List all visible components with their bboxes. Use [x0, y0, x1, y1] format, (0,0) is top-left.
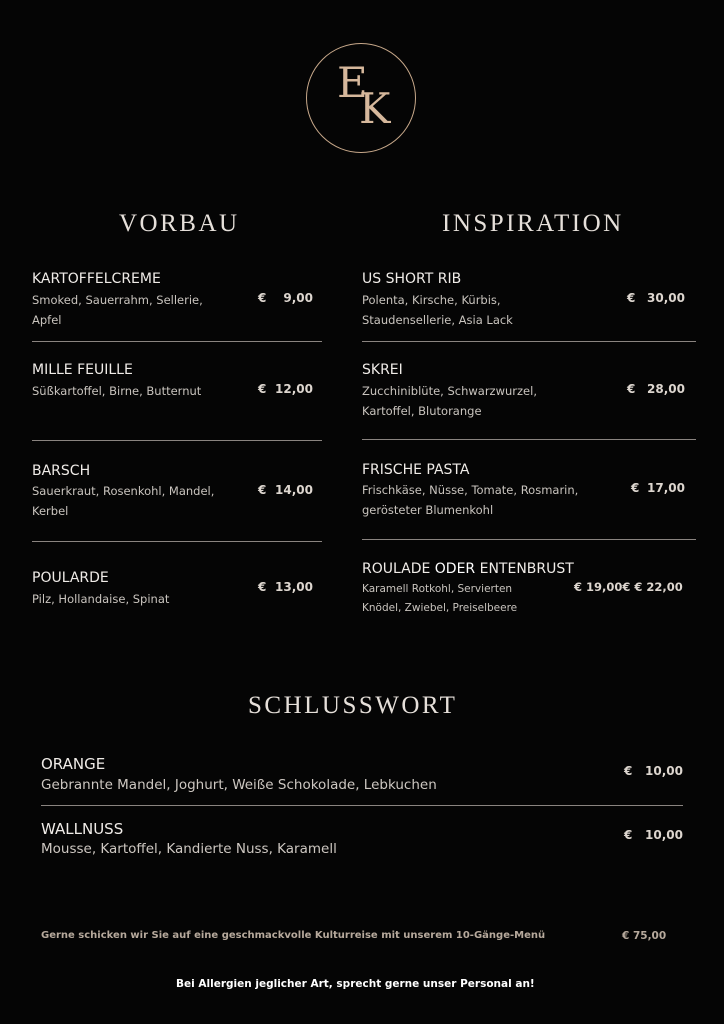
menu-item-desc: Pilz, Hollandaise, Spinat — [32, 592, 170, 606]
menu-item-desc: Polenta, Kirsche, Kürbis, Staudensellerie, Asia Lack — [362, 293, 513, 327]
menu-item-currency: € — [258, 483, 267, 497]
divider — [362, 539, 696, 540]
allergy-note: Bei Allergien jeglicher Art, sprecht gerne unser Personal an! — [176, 978, 535, 990]
menu-item-currency: € — [258, 382, 267, 396]
item-name-entenbrust: ENTENBRUST — [479, 561, 574, 577]
menu-item-currency: € — [258, 291, 267, 305]
menu-item-desc: Gebrannte Mandel, Joghurt, Weiße Schokolade, Lebkuchen — [41, 777, 437, 793]
menu-item-name: FRISCHE PASTA — [362, 462, 470, 478]
menu-item-desc: Süßkartoffel, Birne, Butternut — [32, 384, 202, 398]
menu-item-desc: Frischkäse, Nüsse, Tomate, Rosmarin, gerösteter Blumenkohl — [362, 483, 579, 517]
menu-item-currency: € — [627, 382, 636, 396]
section-title-schlusswort: SCHLUSSWORT — [248, 692, 458, 719]
logo-letter-e: E — [337, 58, 368, 107]
menu-item-name: SKREI — [362, 362, 403, 378]
divider — [362, 341, 696, 342]
divider — [41, 805, 683, 806]
divider — [32, 541, 322, 542]
menu-item-price: 13,00 — [275, 580, 313, 594]
menu-item-desc: Sauerkraut, Rosenkohl, Mandel, Kerbel — [32, 484, 215, 518]
menu-item-price: 10,00 — [645, 764, 683, 778]
menu-item-currency: € — [624, 764, 633, 778]
menu-item-price: 30,00 — [647, 291, 685, 305]
section-title-vorbau: VORBAU — [119, 210, 240, 237]
menu-item-price: € 19,00€ € 22,00 — [574, 580, 683, 594]
menu-item-name: WALLNUSS — [41, 820, 124, 838]
item-name-oder: ODER — [434, 561, 476, 577]
menu-item-price: 14,00 — [275, 483, 313, 497]
menu-item-name: ORANGE — [41, 755, 106, 773]
menu-item-price: 17,00 — [647, 481, 685, 495]
menu-item-name: BARSCH — [32, 463, 91, 479]
divider — [362, 439, 696, 440]
section-title-inspiration: INSPIRATION — [442, 210, 624, 237]
menu-item-name: US SHORT RIB — [362, 271, 462, 287]
tasting-menu-note: Gerne schicken wir Sie auf eine geschmackvolle Kulturreise mit unserem 10-Gänge-Menü — [41, 930, 546, 941]
menu-item-currency: € — [627, 291, 636, 305]
menu-item-price: 10,00 — [645, 828, 683, 842]
menu-item-name: MILLE FEUILLE — [32, 362, 133, 378]
menu-item-desc: Karamell Rotkohl, Servierten Knödel, Zwiebel, Preiselbeere — [362, 583, 518, 614]
item-name-roulade: ROULADE — [362, 561, 431, 577]
logo-letter-k: K — [359, 84, 391, 133]
menu-item-desc: Smoked, Sauerrahm, Sellerie, Apfel — [32, 293, 203, 327]
menu-item-currency: € — [631, 481, 640, 495]
menu-item-desc: Mousse, Kartoffel, Kandierte Nuss, Karamell — [41, 841, 337, 857]
menu-item-name: KARTOFFELCREME — [32, 271, 161, 287]
logo — [306, 43, 416, 153]
menu-item-name — [362, 561, 574, 577]
menu-item-price: 28,00 — [647, 382, 685, 396]
menu-item-price: 9,00 — [283, 291, 313, 305]
menu-item-currency: € — [624, 828, 633, 842]
menu-item-desc: Zucchiniblüte, Schwarzwurzel, Kartoffel, Blutorange — [362, 384, 537, 418]
divider — [32, 341, 322, 342]
divider — [32, 440, 322, 441]
menu-item-name: POULARDE — [32, 570, 109, 586]
menu-item-currency: € — [258, 580, 267, 594]
tasting-menu-price: € 75,00 — [622, 930, 667, 942]
menu-item-price: 12,00 — [275, 382, 313, 396]
